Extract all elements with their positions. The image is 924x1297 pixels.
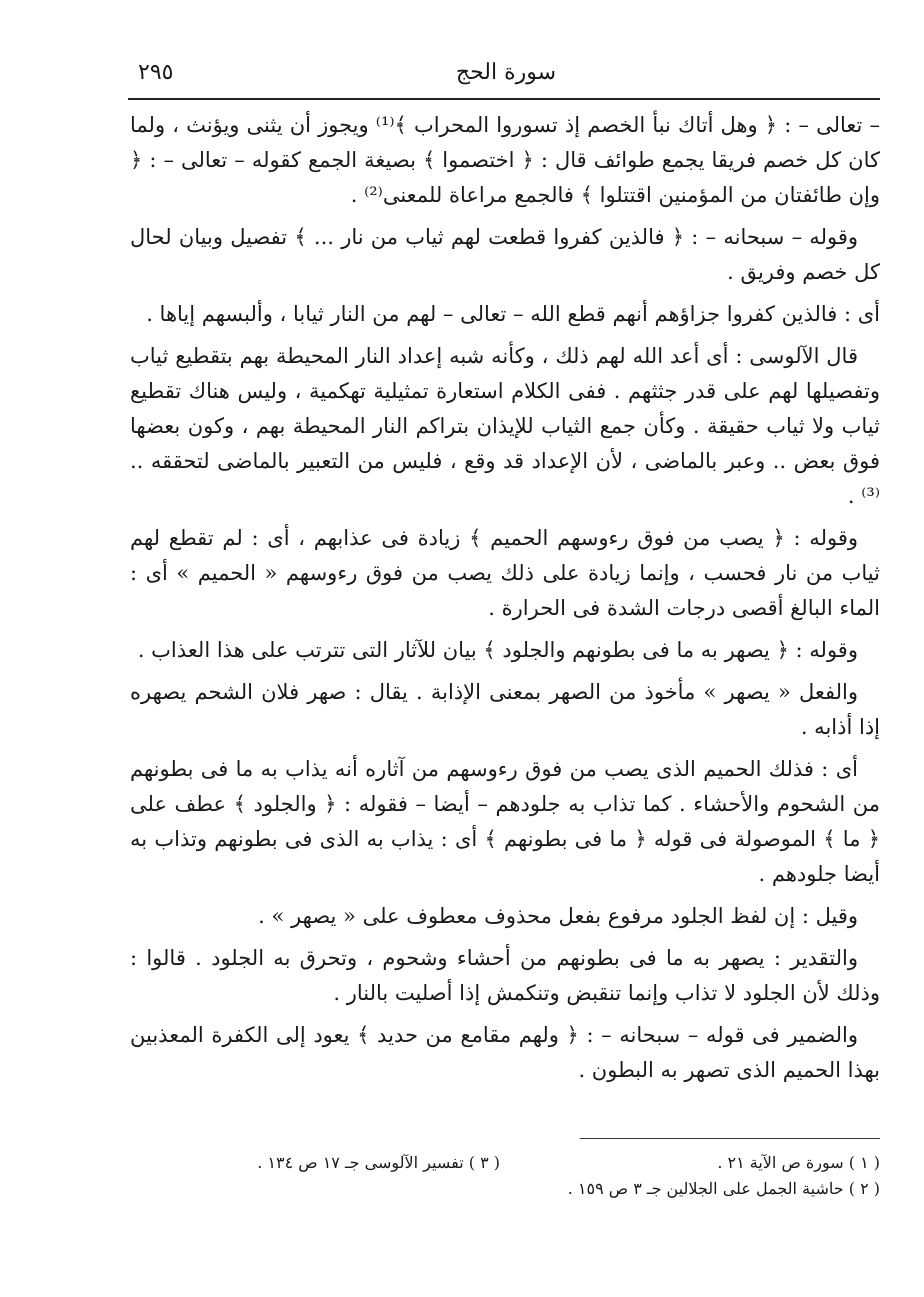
paragraph: وقوله : ﴿ يصب من فوق رءوسهم الحميم ﴾ زيادة فى عذابهم ، أى : لم تقطع لهم ثياب من نار فحسب ، وإنما زيادة على ذلك يصب من فوق رءوسهم « الحميم » أى : الماء البالغ أقصى درجات الشدة فى الحرارة .: [130, 526, 880, 620]
paragraph: وقيل : إن لفظ الجلود مرفوع بفعل محذوف معطوف على « يصهر » .: [258, 904, 858, 928]
footnote-divider: [580, 1138, 880, 1139]
paragraph: قال الآلوسى : أى أعد الله لهم ذلك ، وكأنه شبه إعداد النار المحيطة بهم بتقطيع ثياب وتفصيلها لهم على قدر جثثهم . ففى الكلام استعارة تمثيلية تهكمية ، وليس هناك تقطيع ثياب ولا ثياب حقيقة . وكأن جمع الثياب للإيذان بتراكم النار المحيطة بهم ، وكون بعضها فوق بعض .. وعبر بالماضى ، لأن الإعداد قد وقع ، فليس من التعبير بالماضى لتحققه ..⁽³⁾ .: [130, 344, 880, 508]
paragraph: وقوله – سبحانه – : ﴿ فالذين كفروا قطعت لهم ثياب من نار ... ﴾ تفصيل وبيان لحال كل خصم وفريق .: [130, 225, 880, 284]
footnote-2: ( ٢ ) حاشية الجمل على الجلالين جـ ٣ ص ١٥٩ .: [567, 1179, 880, 1198]
paragraph: والضمير فى قوله – سبحانه – : ﴿ ولهم مقامع من حديد ﴾ يعود إلى الكفرة المعذبين بهذا الحميم الذى تصهر به البطون .: [130, 1023, 880, 1082]
page-number: ٢٩٥: [138, 60, 174, 85]
footnote-1: ( ١ ) سورة ص الآية ٢١ .: [717, 1153, 880, 1172]
surah-title: سورة الحج: [455, 60, 557, 85]
page-header: [138, 56, 874, 96]
paragraph: أى : فذلك الحميم الذى يصب من فوق رءوسهم من آثاره أنه يذاب به ما فى بطونهم من الشحوم والأحشاء . كما تذاب به جلودهم – أيضا – فقوله : ﴿ والجلود ﴾ عطف على ﴿ ما ﴾ الموصولة فى قوله ﴿ ما فى بطونهم ﴾ أى : يذاب به الذى فى بطونهم وتذاب به أيضا جلودهم .: [130, 757, 880, 886]
footnote-3: ( ٣ ) تفسير الآلوسى جـ ١٧ ص ١٣٤ .: [257, 1153, 500, 1172]
paragraph: وقوله : ﴿ يصهر به ما فى بطونهم والجلود ﴾ بيان للآثار التى تترتب على هذا العذاب .: [137, 638, 858, 662]
paragraph: والتقدير : يصهر به ما فى بطونهم من أحشاء وشحوم ، وتحرق به الجلود . قالوا : وذلك لأن الجلود لا تذاب وإنما تنقبض وتنكمش إذا أصليت بالنار .: [130, 946, 880, 1005]
commentary-text: [130, 108, 880, 1095]
header-divider: [128, 98, 880, 100]
paragraph: أى : فالذين كفروا جزاؤهم أنهم قطع الله – تعالى – لهم من النار ثيابا ، وألبسهم إياها .: [146, 302, 880, 326]
paragraph: – تعالى – : ﴿ وهل أتاك نبأ الخصم إذ تسوروا المحراب ﴾⁽¹⁾ ويجوز أن يثنى ويؤنث ، ولما كان كل خصم فريقا يجمع طوائف قال : ﴿ اختصموا ﴾ بصيغة الجمع كقوله – تعالى – : ﴿ وإن طائفتان من المؤمنين اقتتلوا ﴾ فالجمع مراعاة للمعنى⁽²⁾ .: [130, 113, 880, 207]
paragraph: والفعل « يصهر » مأخوذ من الصهر بمعنى الإذابة . يقال : صهر فلان الشحم يصهره إذا أذابه .: [130, 680, 880, 739]
footnotes: [150, 1150, 880, 1202]
